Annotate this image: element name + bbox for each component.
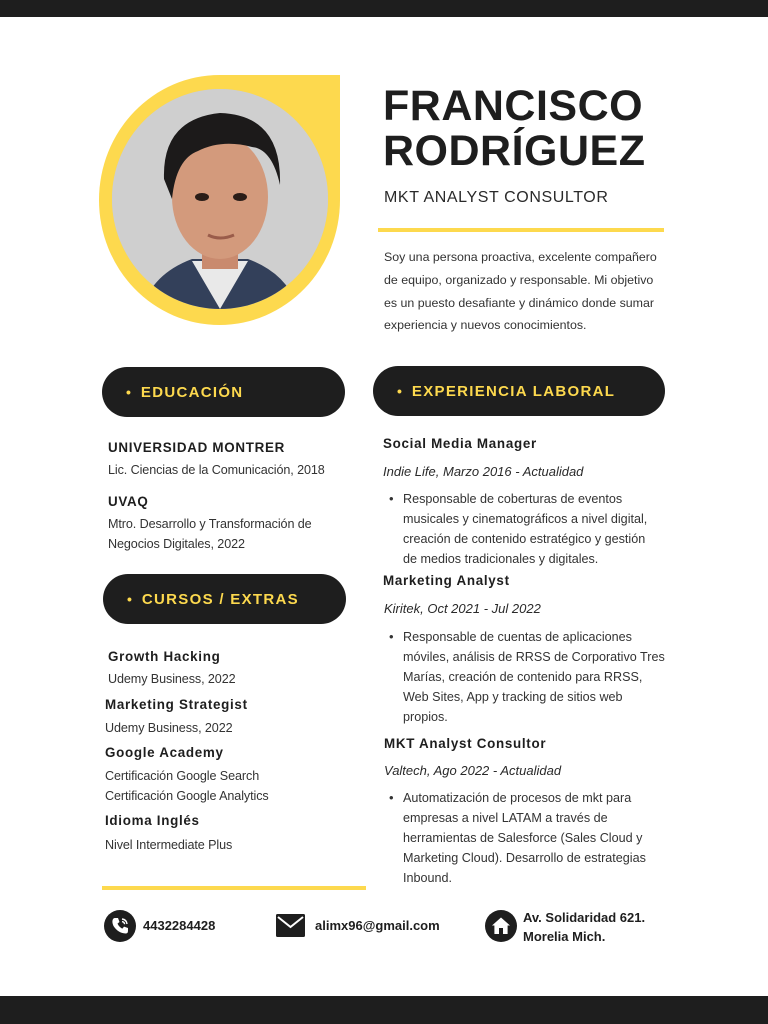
job-bullet-line <box>384 868 669 888</box>
education-detail-1: Lic. Ciencias de la Comunicación, 2018 <box>108 463 325 477</box>
bottom-bar <box>0 996 768 1024</box>
education-heading-label: EDUCACIÓN <box>140 383 244 401</box>
job-bullet-line <box>384 529 669 549</box>
profile-summary: Soy una persona proactiva, excelente compañero de equipo, organizado y responsable. Mi objetivo es un puesto desafiante y dinámico donde sumar experiencia y nuevos conocimientos. <box>384 250 657 333</box>
bullet-icon: • <box>127 591 132 607</box>
home-icon <box>485 910 517 942</box>
job-company-1: Indie Life, Marzo 2016 - Actualidad <box>383 464 584 479</box>
job-bullets-2 <box>384 627 669 727</box>
job-bullet-text: musicales y cinematográficos a nivel digital, <box>403 512 648 526</box>
job-bullet-text: creación de contenido estratégico y gestión <box>403 532 646 546</box>
phone-icon <box>104 910 136 942</box>
education-detail-2b: Negocios Digitales, 2022 <box>108 537 245 551</box>
course-title-4: Idioma Inglés <box>105 813 200 828</box>
profile-photo-frame <box>99 75 340 325</box>
job-bullet-line <box>384 509 669 529</box>
course-detail-3b: Certificación Google Analytics <box>105 789 269 803</box>
address-line-2: Morelia Mich. <box>523 929 606 944</box>
job-bullet-line: • Responsable de coberturas de eventos <box>384 489 669 509</box>
job-bullet-text: Web Sites, App y tracking de sitios web <box>403 690 623 704</box>
address-line-1: Av. Solidaridad 621. <box>523 910 646 925</box>
education-school-2: UVAQ <box>108 494 149 509</box>
header-divider <box>378 228 664 232</box>
job-bullet-text: móviles, análisis de RRSS de Corporativo Tres <box>403 650 665 664</box>
course-title-2: Marketing Strategist <box>105 697 248 712</box>
first-name: FRANCISCO <box>383 82 644 130</box>
last-name: RODRÍGUEZ <box>383 127 646 175</box>
bullet-icon: • <box>126 384 131 400</box>
job-bullets-1 <box>384 489 669 569</box>
course-detail-2: Udemy Business, 2022 <box>105 721 233 735</box>
job-bullet-text: empresas a nivel LATAM a través de <box>403 811 608 825</box>
course-detail-1: Udemy Business, 2022 <box>108 672 236 686</box>
profile-photo <box>112 89 328 309</box>
left-column-divider <box>102 886 366 890</box>
phone-number[interactable]: 4432284428 <box>143 918 216 933</box>
job-company-2: Kiritek, Oct 2021 - Jul 2022 <box>384 601 541 616</box>
education-detail-2a: Mtro. Desarrollo y Transformación de <box>108 517 312 531</box>
job-title-1: Social Media Manager <box>383 436 537 451</box>
job-bullet-text: de medios tradicionales y digitales. <box>403 552 599 566</box>
job-bullet-line <box>384 848 669 868</box>
job-bullet-line <box>384 647 669 667</box>
job-bullet-line: • Responsable de cuentas de aplicaciones <box>384 627 669 647</box>
job-bullet-text: Marías, creación de contenido para RRSS, <box>403 670 643 684</box>
bullet-icon: • <box>397 383 402 399</box>
envelope-icon <box>276 914 305 937</box>
home-address <box>523 908 645 946</box>
education-school-1: UNIVERSIDAD MONTRER <box>108 440 285 455</box>
job-bullet-line <box>384 549 669 569</box>
job-bullet-text: herramientas de Salesforce (Sales Cloud y <box>403 831 643 845</box>
job-bullet-line <box>384 828 669 848</box>
experience-heading <box>373 366 665 416</box>
job-bullet-line <box>384 687 669 707</box>
course-detail-3a: Certificación Google Search <box>105 769 260 783</box>
experience-heading-label: EXPERIENCIA LABORAL <box>411 382 616 400</box>
email-address[interactable]: alimx96@gmail.com <box>315 918 440 933</box>
job-role: MKT ANALYST CONSULTOR <box>384 189 609 206</box>
job-title-2: Marketing Analyst <box>383 573 510 588</box>
job-bullet-line: • Automatización de procesos de mkt para <box>384 788 669 808</box>
top-bar <box>0 0 768 17</box>
job-bullets-3 <box>384 788 669 888</box>
job-bullet-text: Marketing Cloud). Desarrollo de estrategias <box>403 851 646 865</box>
course-title-3: Google Academy <box>105 745 224 760</box>
job-bullet-line <box>384 667 669 687</box>
job-title-3: MKT Analyst Consultor <box>384 736 547 751</box>
course-detail-4: Nivel Intermediate Plus <box>105 838 233 852</box>
job-company-3: Valtech, Ago 2022 - Actualidad <box>384 763 562 778</box>
job-bullet-text: Inbound. <box>403 871 453 885</box>
full-name <box>383 84 683 174</box>
job-bullet-text: propios. <box>403 710 448 724</box>
courses-heading-label: CURSOS / EXTRAS <box>141 590 299 608</box>
job-bullet-line <box>384 808 669 828</box>
job-bullet-line <box>384 707 669 727</box>
education-heading <box>102 367 345 417</box>
course-title-1: Growth Hacking <box>108 649 221 664</box>
courses-heading <box>103 574 346 624</box>
